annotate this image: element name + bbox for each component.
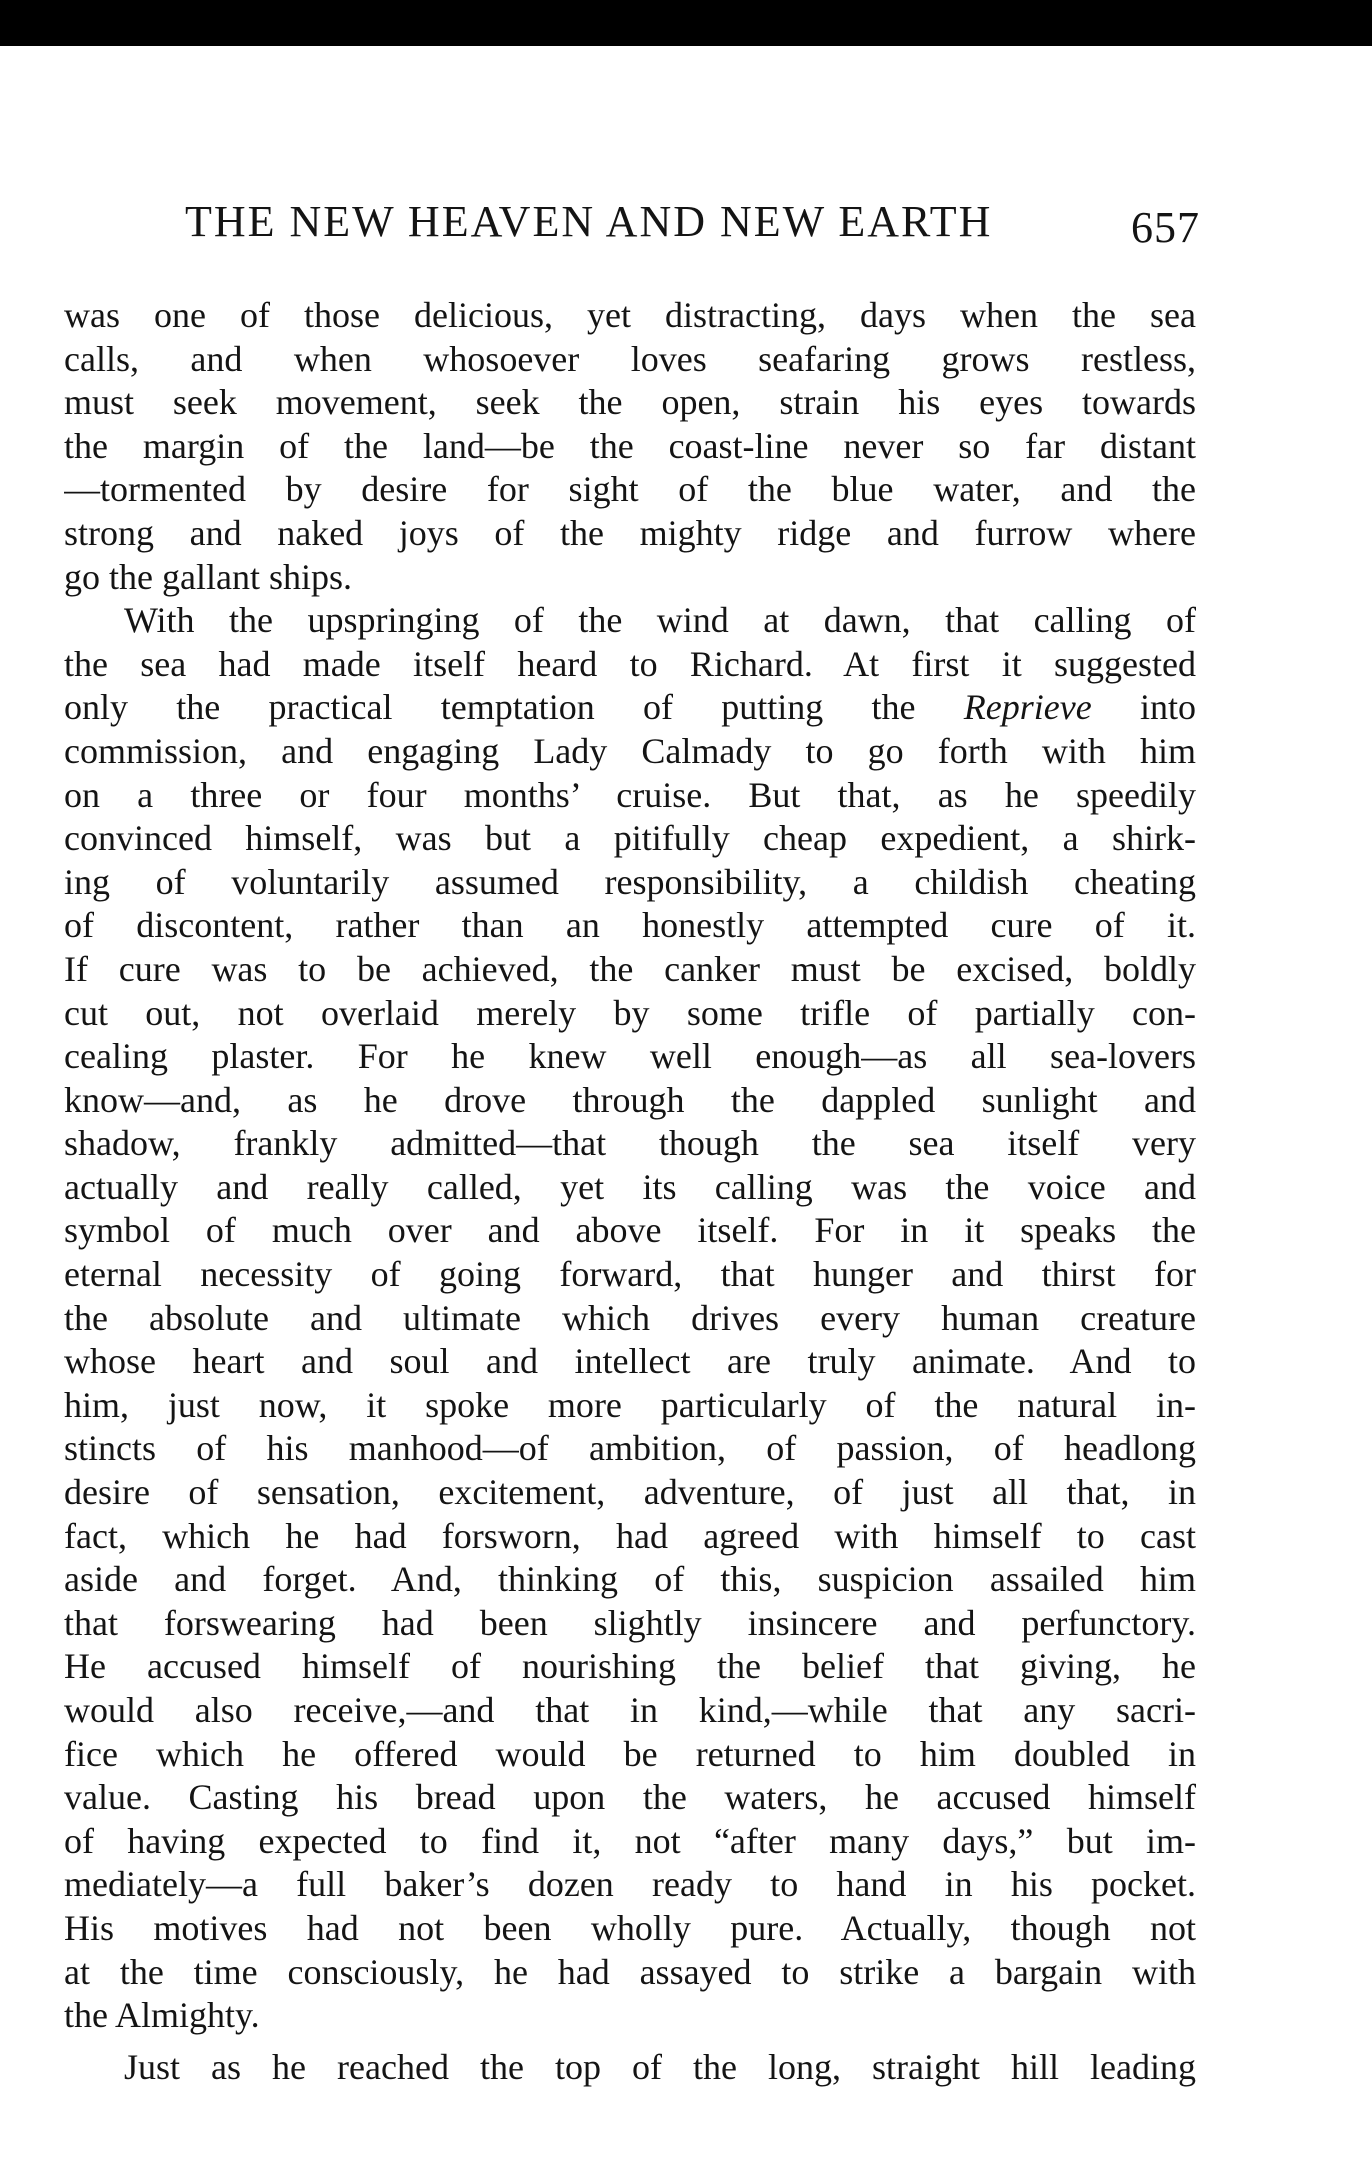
text-line: ing of voluntarily assumed responsibility, a childish cheating	[64, 861, 1196, 902]
text-line: must seek movement, seek the open, strain his eyes towards	[64, 382, 1196, 423]
text-line: the margin of the land—be the coast-line never so far distant	[64, 425, 1196, 466]
text-line: fice which he offered would be returned to him doubled in	[64, 1733, 1196, 1774]
paragraph	[64, 599, 1196, 2038]
text-line: go the gallant ships.	[64, 556, 352, 597]
text-line: He accused himself of nourishing the belief that giving, he	[64, 1646, 1196, 1687]
text-line: of having expected to find it, not “after many days,” but im-	[64, 1820, 1196, 1861]
page-header	[185, 196, 1200, 256]
text-line: symbol of much over and above itself. For in it speaks the	[64, 1210, 1196, 1251]
text-line: cut out, not overlaid merely by some trifle of partially con-	[64, 992, 1196, 1033]
text-line: know—and, as he drove through the dappled sunlight and	[64, 1079, 1196, 1120]
text-line: only the practical temptation of putting the Reprieve into	[64, 687, 1196, 728]
text-line: him, just now, it spoke more particularly of the natural in-	[64, 1384, 1196, 1425]
text-line: Just as he reached the top of the long, straight hill leading	[124, 2046, 1196, 2087]
text-line: would also receive,—and that in kind,—while that any sacri-	[64, 1690, 1196, 1730]
text-line: stincts of his manhood—of ambition, of passion, of headlong	[64, 1428, 1196, 1469]
text-line: mediately—a full baker’s dozen ready to hand in his pocket.	[64, 1864, 1196, 1905]
page-top-edge	[0, 0, 1372, 46]
text-line: that forswearing had been slightly insincere and perfunctory.	[64, 1602, 1196, 1643]
running-title: THE NEW HEAVEN AND NEW EARTH	[185, 197, 993, 246]
text-line: value. Casting his bread upon the waters, he accused himself	[64, 1777, 1196, 1818]
text-line: If cure was to be achieved, the canker must be excised, boldly	[64, 948, 1196, 989]
text-line: strong and naked joys of the mighty ridge and furrow where	[64, 512, 1196, 553]
text-line: shadow, frankly admitted—that though the sea itself very	[64, 1123, 1196, 1164]
text-line: at the time consciously, he had assayed to strike a bargain with	[64, 1951, 1196, 1992]
text-line: With the upspringing of the wind at dawn, that calling of	[124, 600, 1196, 641]
paragraph	[64, 294, 1196, 599]
text-line: eternal necessity of going forward, that hunger and thirst for	[64, 1254, 1196, 1295]
text-line: whose heart and soul and intellect are truly animate. And to	[64, 1341, 1196, 1382]
text-line: calls, and when whosoever loves seafaring grows restless,	[64, 338, 1196, 379]
ship-name: Reprieve	[963, 687, 1092, 728]
text-line: desire of sensation, excitement, adventure, of just all that, in	[64, 1472, 1196, 1513]
text-line: cealing plaster. For he knew well enough—as all sea-lovers	[64, 1036, 1196, 1077]
text-line: actually and really called, yet its calling was the voice and	[64, 1166, 1196, 1207]
text-line: was one of those delicious, yet distracting, days when the sea	[64, 295, 1196, 335]
text-line: His motives had not been wholly pure. Actually, though not	[64, 1907, 1196, 1948]
text-line: the Almighty.	[64, 1995, 260, 2036]
body-text	[64, 294, 1196, 2089]
text-line: on a three or four months’ cruise. But that, as he speedily	[64, 774, 1196, 815]
paragraph	[64, 2046, 1196, 2090]
text-line: convinced himself, was but a pitifully cheap expedient, a shirk-	[64, 818, 1196, 859]
text-line: the sea had made itself heard to Richard. At first it suggested	[64, 643, 1196, 684]
text-line: aside and forget. And, thinking of this, suspicion assailed him	[64, 1559, 1196, 1600]
text-line: fact, which he had forsworn, had agreed with himself to cast	[64, 1515, 1196, 1556]
text-line: the absolute and ultimate which drives every human creature	[64, 1297, 1196, 1338]
text-line: of discontent, rather than an honestly attempted cure of it.	[64, 905, 1196, 946]
page-number: 657	[1131, 203, 1200, 252]
text-line: commission, and engaging Lady Calmady to go forth with him	[64, 730, 1196, 771]
text-line: —tormented by desire for sight of the blue water, and the	[64, 469, 1196, 510]
